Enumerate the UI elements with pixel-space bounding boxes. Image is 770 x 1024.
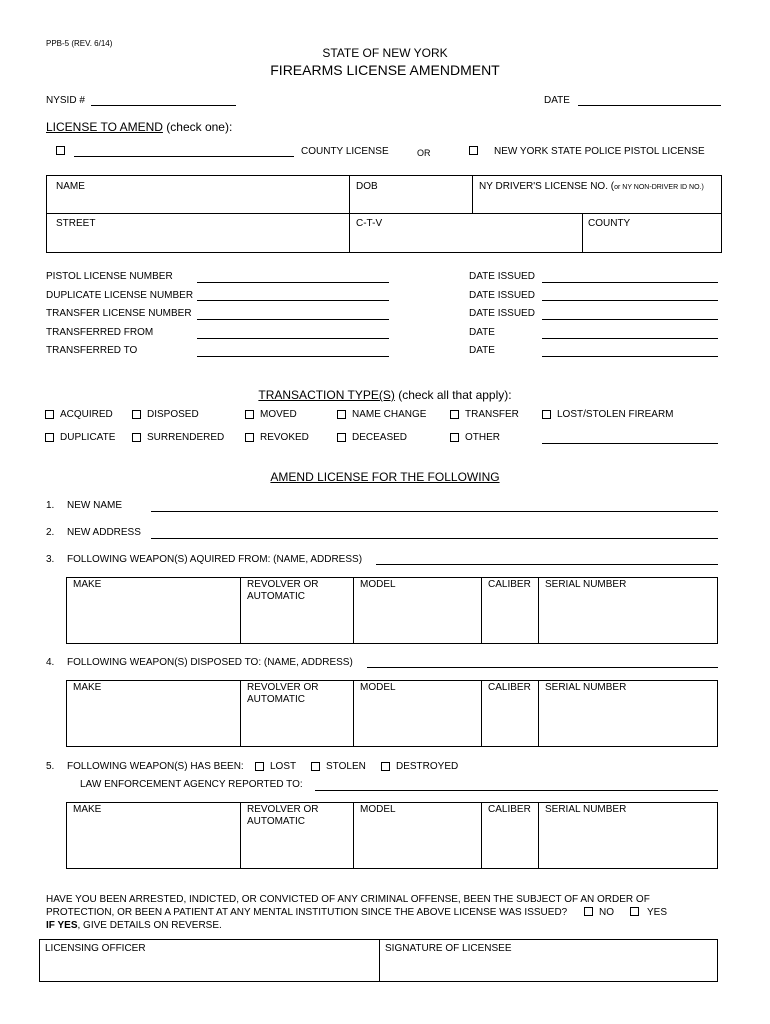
item5-number: 5. bbox=[46, 761, 55, 772]
lost-label: LOST bbox=[270, 761, 297, 772]
acquired-label: ACQUIRED bbox=[60, 409, 113, 420]
or-label: OR bbox=[417, 148, 431, 158]
moved-label: MOVED bbox=[260, 409, 297, 420]
no-checkbox[interactable] bbox=[584, 907, 593, 916]
license-to-amend-note: (check one): bbox=[166, 120, 233, 134]
transaction-note: (check all that apply): bbox=[398, 388, 512, 402]
form-code: PPB-5 (REV. 6/14) bbox=[46, 39, 113, 48]
table2-make-header: MAKE bbox=[73, 682, 102, 693]
signature-field[interactable] bbox=[381, 952, 717, 981]
date-to-field[interactable] bbox=[542, 356, 718, 357]
table1-col-divider-2 bbox=[353, 577, 354, 644]
transferred-to-label: TRANSFERRED TO bbox=[46, 345, 138, 356]
question-line-1: HAVE YOU BEEN ARRESTED, INDICTED, OR CONVICTED OF ANY CRIMINAL OFFENSE, BEEN THE SUBJECT OF AN ORDER OF bbox=[46, 894, 650, 905]
item1-number: 1. bbox=[46, 500, 55, 511]
table3-col-divider-3 bbox=[481, 802, 482, 869]
if-yes-note bbox=[46, 920, 222, 932]
license-to-amend-title: LICENSE TO AMEND bbox=[46, 120, 163, 134]
disposed-label: DISPOSED bbox=[147, 409, 199, 420]
acquired-checkbox[interactable] bbox=[45, 410, 54, 419]
duplicate-label: DUPLICATE bbox=[60, 432, 116, 443]
yes-label: YES bbox=[647, 907, 668, 918]
drivers-license-label bbox=[479, 181, 704, 194]
item3-number: 3. bbox=[46, 554, 55, 565]
item4-number: 4. bbox=[46, 657, 55, 668]
transaction-title: TRANSACTION TYPE(S) bbox=[258, 388, 395, 402]
transaction-heading bbox=[0, 388, 770, 402]
identity-col-divider-3 bbox=[582, 213, 583, 253]
table3-col-divider-4 bbox=[538, 802, 539, 869]
county-label: COUNTY bbox=[588, 218, 631, 229]
table3-serial-header: SERIAL NUMBER bbox=[545, 804, 627, 815]
table3-revolver-header: REVOLVER OR bbox=[247, 804, 319, 815]
table1-col-divider-3 bbox=[481, 577, 482, 644]
name-label: NAME bbox=[56, 181, 85, 192]
destroyed-checkbox[interactable] bbox=[381, 762, 390, 771]
table2-col-divider-4 bbox=[538, 680, 539, 747]
transfer-checkbox[interactable] bbox=[450, 410, 459, 419]
drivers-license-text: NY DRIVER'S LICENSE NO. ( bbox=[479, 181, 615, 192]
destroyed-label: DESTROYED bbox=[396, 761, 459, 772]
table2-col-divider-2 bbox=[353, 680, 354, 747]
agency-label: LAW ENFORCEMENT AGENCY REPORTED TO: bbox=[80, 779, 303, 790]
if-yes-bold: IF YES bbox=[46, 920, 78, 931]
date-issued-label-2: DATE ISSUED bbox=[469, 290, 535, 301]
no-label: NO bbox=[599, 907, 614, 918]
state-police-checkbox[interactable] bbox=[469, 146, 478, 155]
if-yes-rest: , GIVE DETAILS ON REVERSE. bbox=[77, 920, 222, 931]
transfer-license-label: TRANSFER LICENSE NUMBER bbox=[46, 308, 192, 319]
table1-col-divider-1 bbox=[240, 577, 241, 644]
licensing-officer-field[interactable] bbox=[40, 952, 378, 981]
license-to-amend-heading bbox=[46, 120, 232, 134]
weapon-has-been-label: FOLLOWING WEAPON(S) HAS BEEN: bbox=[67, 761, 244, 772]
other-label: OTHER bbox=[465, 432, 500, 443]
pistol-license-label: PISTOL LICENSE NUMBER bbox=[46, 271, 173, 282]
stolen-checkbox[interactable] bbox=[311, 762, 320, 771]
disposed-checkbox[interactable] bbox=[132, 410, 141, 419]
identity-col-divider-1 bbox=[349, 175, 350, 253]
item2-number: 2. bbox=[46, 527, 55, 538]
date-label-from: DATE bbox=[469, 327, 495, 338]
county-name-field[interactable] bbox=[74, 156, 294, 157]
revoked-checkbox[interactable] bbox=[245, 433, 254, 442]
identity-row-divider bbox=[46, 213, 722, 214]
table1-col-divider-4 bbox=[538, 577, 539, 644]
signature-label: SIGNATURE OF LICENSEE bbox=[385, 943, 512, 954]
county-license-label: COUNTY LICENSE bbox=[301, 146, 389, 157]
amend-heading: AMEND LICENSE FOR THE FOLLOWING bbox=[270, 470, 500, 484]
date-issued-field-3[interactable] bbox=[542, 319, 718, 320]
date-issued-field-2[interactable] bbox=[542, 300, 718, 301]
licensing-officer-label: LICENSING OFFICER bbox=[45, 943, 146, 954]
table1-revolver-header: REVOLVER OR bbox=[247, 579, 319, 590]
agency-field[interactable] bbox=[315, 790, 718, 791]
date-from-field[interactable] bbox=[542, 338, 718, 339]
date-issued-label-3: DATE ISSUED bbox=[469, 308, 535, 319]
duplicate-license-field[interactable] bbox=[197, 300, 389, 301]
transferred-to-field[interactable] bbox=[197, 356, 389, 357]
transferred-from-field[interactable] bbox=[197, 338, 389, 339]
table2-col-divider-3 bbox=[481, 680, 482, 747]
table3-caliber-header: CALIBER bbox=[488, 804, 531, 815]
disposed-to-field[interactable] bbox=[367, 667, 718, 668]
date-issued-field-1[interactable] bbox=[542, 282, 718, 283]
table2-serial-header: SERIAL NUMBER bbox=[545, 682, 627, 693]
nysid-field[interactable] bbox=[91, 105, 236, 106]
table3-automatic-header: AUTOMATIC bbox=[247, 816, 305, 827]
signature-col-divider bbox=[379, 939, 380, 982]
form-title: FIREARMS LICENSE AMENDMENT bbox=[270, 62, 500, 78]
table2-col-divider-1 bbox=[240, 680, 241, 747]
new-address-field[interactable] bbox=[151, 538, 718, 539]
acquired-from-label: FOLLOWING WEAPON(S) AQUIRED FROM: (NAME, ADDRESS) bbox=[67, 554, 363, 565]
stolen-label: STOLEN bbox=[326, 761, 366, 772]
identity-col-divider-2 bbox=[472, 175, 473, 213]
table2-model-header: MODEL bbox=[360, 682, 396, 693]
table3-col-divider-1 bbox=[240, 802, 241, 869]
table1-caliber-header: CALIBER bbox=[488, 579, 531, 590]
disposed-to-label: FOLLOWING WEAPON(S) DISPOSED TO: (NAME, ADDRESS) bbox=[67, 657, 353, 668]
table2-automatic-header: AUTOMATIC bbox=[247, 694, 305, 705]
county-license-checkbox[interactable] bbox=[56, 146, 65, 155]
surrendered-checkbox[interactable] bbox=[132, 433, 141, 442]
duplicate-checkbox[interactable] bbox=[45, 433, 54, 442]
table2-caliber-header: CALIBER bbox=[488, 682, 531, 693]
yes-checkbox[interactable] bbox=[630, 907, 639, 916]
surrendered-label: SURRENDERED bbox=[147, 432, 225, 443]
other-field[interactable] bbox=[542, 443, 718, 444]
date-field[interactable] bbox=[578, 105, 721, 106]
state-police-label: NEW YORK STATE POLICE PISTOL LICENSE bbox=[494, 146, 705, 157]
transferred-from-label: TRANSFERRED FROM bbox=[46, 327, 154, 338]
pistol-license-field[interactable] bbox=[197, 282, 389, 283]
table1-model-header: MODEL bbox=[360, 579, 396, 590]
table3-col-divider-2 bbox=[353, 802, 354, 869]
state-heading: STATE OF NEW YORK bbox=[322, 46, 448, 60]
transfer-label: TRANSFER bbox=[465, 409, 519, 420]
table3-model-header: MODEL bbox=[360, 804, 396, 815]
dob-label: DOB bbox=[356, 181, 378, 192]
street-label: STREET bbox=[56, 218, 96, 229]
date-label: DATE bbox=[544, 95, 570, 106]
lost-checkbox[interactable] bbox=[255, 762, 264, 771]
lost-stolen-checkbox[interactable] bbox=[542, 410, 551, 419]
name-change-checkbox[interactable] bbox=[337, 410, 346, 419]
table1-serial-header: SERIAL NUMBER bbox=[545, 579, 627, 590]
date-label-to: DATE bbox=[469, 345, 495, 356]
table2-revolver-header: REVOLVER OR bbox=[247, 682, 319, 693]
revoked-label: REVOKED bbox=[260, 432, 309, 443]
new-address-label: NEW ADDRESS bbox=[67, 527, 141, 538]
duplicate-license-label: DUPLICATE LICENSE NUMBER bbox=[46, 290, 194, 301]
nysid-label: NYSID # bbox=[46, 95, 85, 106]
table3-make-header: MAKE bbox=[73, 804, 102, 815]
ctv-label: C-T-V bbox=[356, 218, 383, 229]
moved-checkbox[interactable] bbox=[245, 410, 254, 419]
question-line-2: PROTECTION, OR BEEN A PATIENT AT ANY MENTAL INSTITUTION SINCE THE ABOVE LICENSE WAS ISSUED? bbox=[46, 907, 568, 918]
deceased-label: DECEASED bbox=[352, 432, 408, 443]
new-name-field[interactable] bbox=[151, 511, 718, 512]
name-change-label: NAME CHANGE bbox=[352, 409, 427, 420]
drivers-license-small: or NY NON-DRIVER ID NO.) bbox=[614, 184, 704, 191]
transfer-license-field[interactable] bbox=[197, 319, 389, 320]
acquired-from-field[interactable] bbox=[376, 564, 718, 565]
table1-make-header: MAKE bbox=[73, 579, 102, 590]
other-checkbox[interactable] bbox=[450, 433, 459, 442]
deceased-checkbox[interactable] bbox=[337, 433, 346, 442]
table1-automatic-header: AUTOMATIC bbox=[247, 591, 305, 602]
new-name-label: NEW NAME bbox=[67, 500, 122, 511]
date-issued-label-1: DATE ISSUED bbox=[469, 271, 535, 282]
lost-stolen-label: LOST/STOLEN FIREARM bbox=[557, 409, 674, 420]
